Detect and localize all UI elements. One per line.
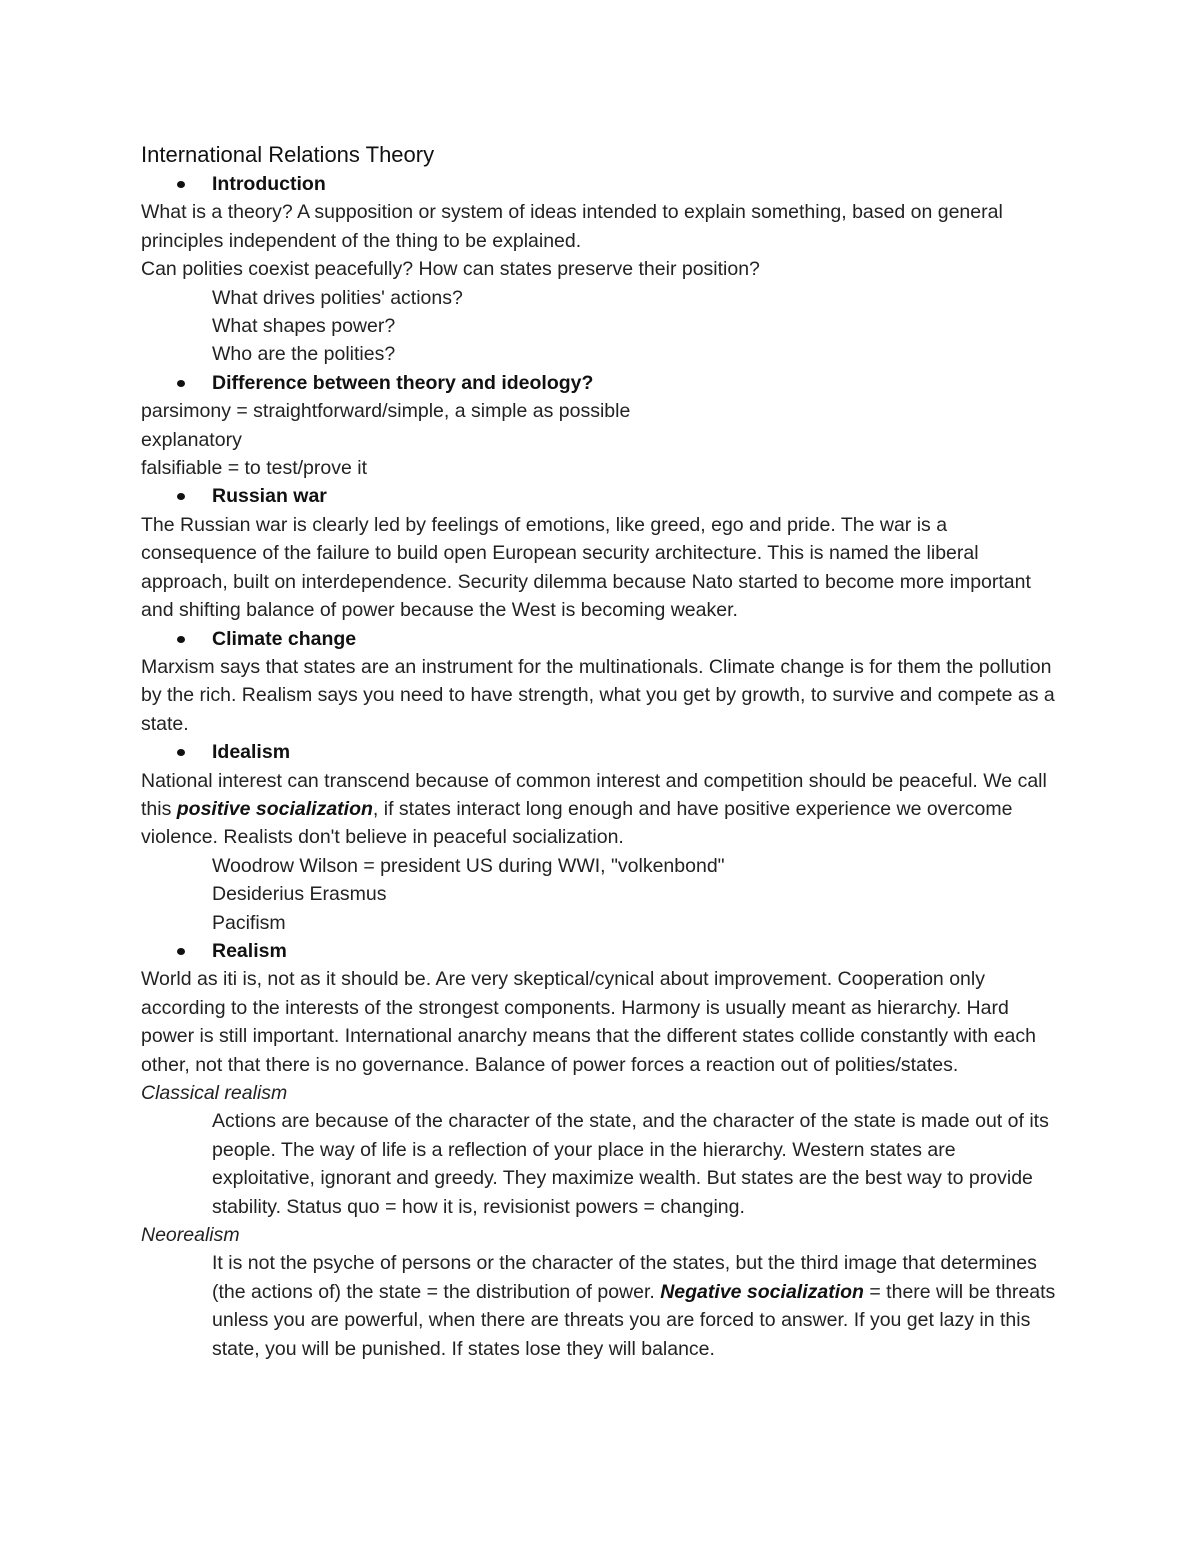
document-title: International Relations Theory — [141, 142, 435, 167]
heading-realism: Realism — [141, 937, 1061, 965]
line-falsifiable: falsifiable = to test/prove it — [141, 457, 367, 480]
heading-difference: Difference between theory and ideology? — [141, 369, 1061, 397]
neorealism-text-b: = there will be threats unless you are powerful, when there are threats you are forced to answer. If you get lazy in this state, you will be punished. If states lose they will balance. — [212, 1280, 1056, 1360]
idealism-item-pacifism: Pacifism — [212, 911, 286, 934]
question-power: What shapes power? — [212, 315, 396, 338]
paragraph-idealism — [141, 767, 1061, 852]
negative-socialization-term: Negative socialization — [660, 1280, 864, 1303]
subheading-neorealism: Neorealism — [141, 1224, 240, 1247]
heading-introduction: Introduction — [141, 170, 1061, 198]
positive-socialization-term: positive socialization — [176, 797, 373, 820]
paragraph-neorealism — [141, 1249, 1061, 1363]
heading-russian-war: Russian war — [141, 482, 1061, 510]
idealism-text-b: , if states interact long enough and have positive experience we overcome violence. Realists don't believe in peaceful socialization. — [141, 797, 1013, 849]
question-drives: What drives polities' actions? — [212, 286, 463, 309]
line-parsimony: parsimony = straightforward/simple, a simple as possible — [141, 400, 631, 423]
paragraph-realism: World as iti is, not as it should be. Are very skeptical/cynical about improvement. Cooperation only according to the interests of the strongest components. Harmony is usually meant as hierarchy. Hard power is still important. International anarchy means that the different states collide constantly with each other, not that there is no governance. Balance of power forces a reaction out of polities/states. — [141, 968, 1036, 1076]
idealism-text-a: National interest can transcend because of common interest and competition should be peaceful. We call this — [141, 769, 1047, 820]
paragraph-classical-realism: Actions are because of the character of the state, and the character of the state is made out of its people. The way of life is a reflection of your place in the hierarchy. Western states are exploitative, ignorant and greedy. They maximize wealth. But states are the best way to provide stability. Status quo = how it is, revisionist powers = changing. — [212, 1110, 1049, 1218]
heading-climate-change: Climate change — [141, 625, 1061, 653]
idealism-item-erasmus: Desiderius Erasmus — [212, 883, 387, 906]
subheading-classical-realism: Classical realism — [141, 1082, 288, 1104]
document-page — [141, 141, 1061, 1363]
neorealism-text-a: It is not the psyche of persons or the character of the states, but the third image that determines (the actions of) the state = the distribution of power. — [212, 1252, 1037, 1303]
line-explanatory: explanatory — [141, 428, 242, 451]
question-polities: Who are the polities? — [212, 343, 396, 366]
paragraph-climate-change: Marxism says that states are an instrument for the multinationals. Climate change is for them the pollution by the rich. Realism says you need to have strength, what you get by growth, to survive and compete as a state. — [141, 655, 1055, 735]
idealism-item-wilson: Woodrow Wilson = president US during WWI, "volkenbond" — [212, 854, 725, 877]
paragraph-theory-definition: What is a theory? A supposition or system of ideas intended to explain something, based on general principles independent of the thing to be explained. — [141, 201, 1003, 252]
paragraph-coexist: Can polities coexist peacefully? How can states preserve their position? — [141, 258, 760, 281]
heading-idealism: Idealism — [141, 738, 1061, 766]
paragraph-russian-war: The Russian war is clearly led by feelings of emotions, like greed, ego and pride. The war is a consequence of the failure to build open European security architecture. This is named the liberal approach, built on interdependence. Security dilemma because Nato started to become more important and shifting balance of power because the West is becoming weaker. — [141, 513, 1031, 622]
